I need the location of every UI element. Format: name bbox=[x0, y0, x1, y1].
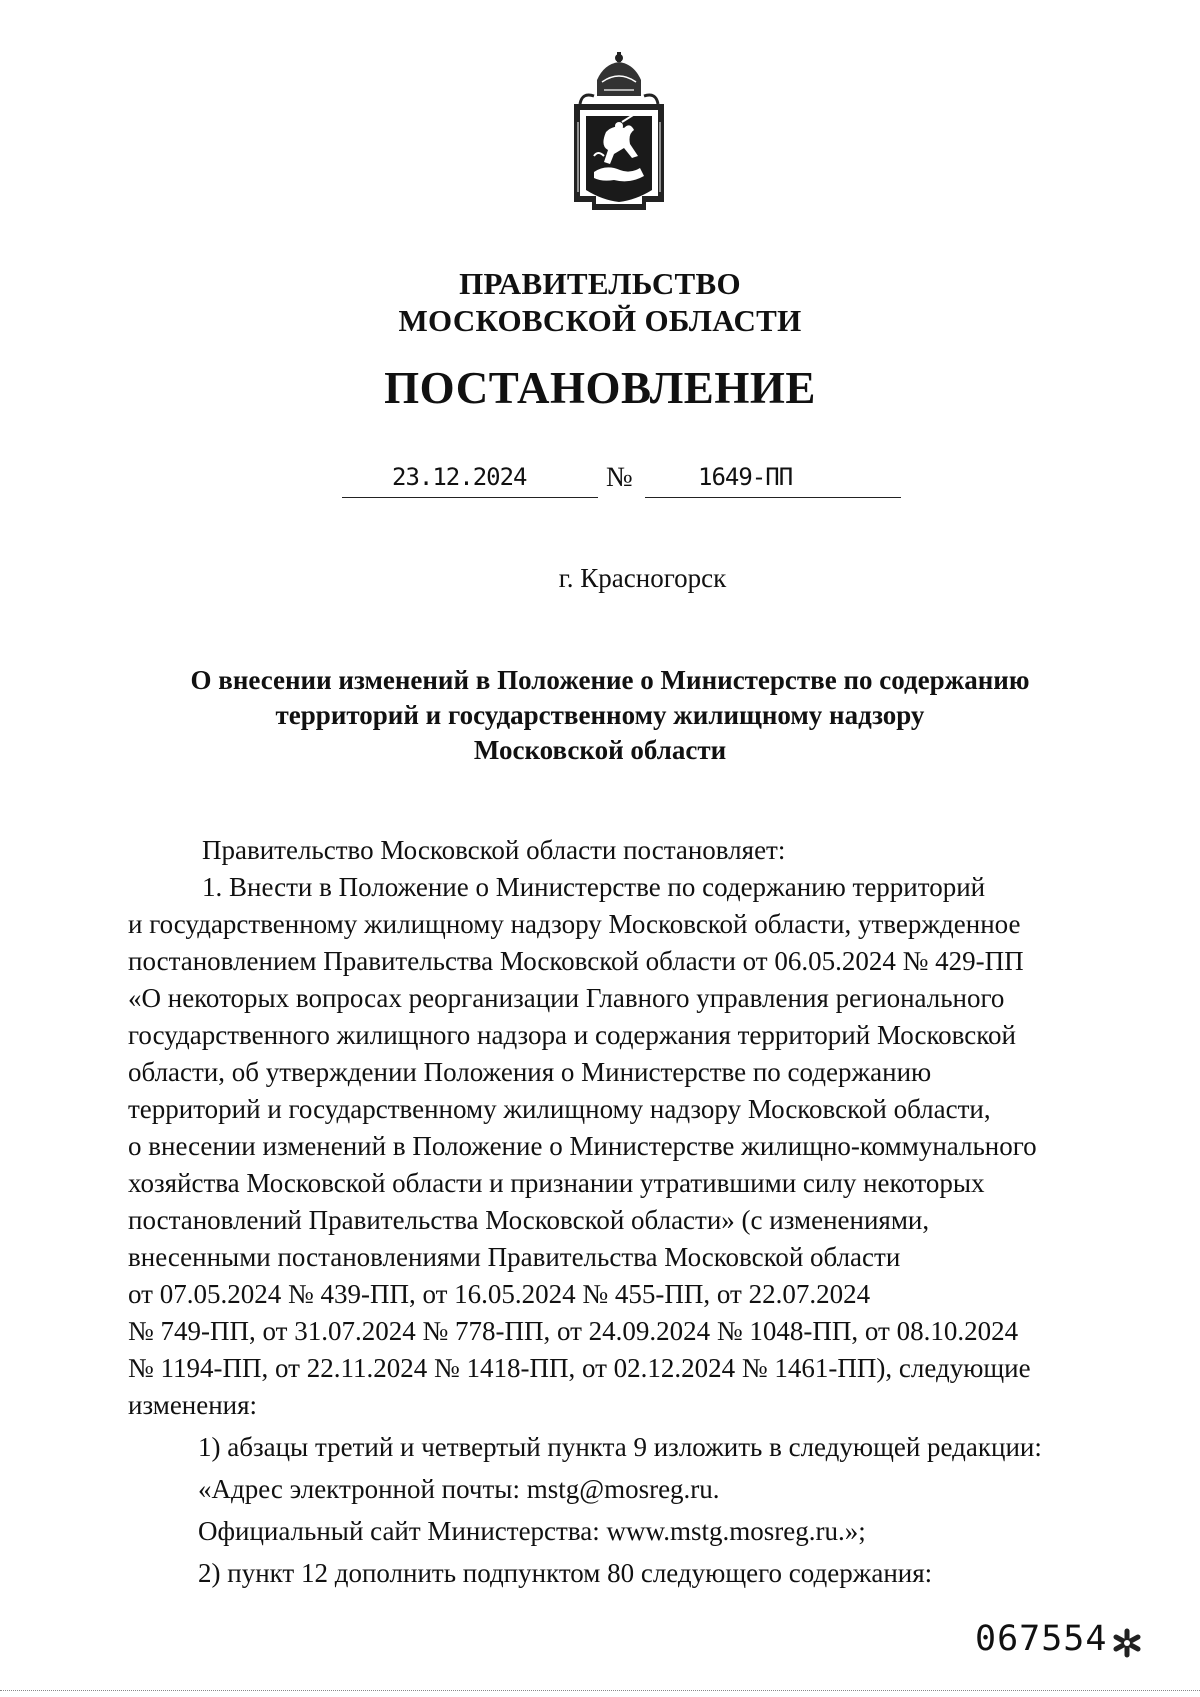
paragraph-line: № 749-ПП, от 31.07.2024 № 778-ПП, от 24.09.2024 № 1048-ПП, от 08.10.2024 bbox=[128, 1316, 1019, 1346]
document-title-line1: О внесении изменений в Положение о Министерстве по содержанию bbox=[190, 665, 1030, 695]
serial-number: 067554 bbox=[975, 1619, 1108, 1659]
document-type-heading: ПОСТАНОВЛЕНИЕ bbox=[384, 363, 816, 413]
intro-line: Правительство Московской области постановляет: bbox=[202, 835, 786, 865]
paragraph-line-last: изменения: bbox=[128, 1390, 258, 1420]
paragraph-line: внесенными постановлениями Правительства Московской области bbox=[128, 1242, 901, 1272]
paragraph-line: о внесении изменений в Положение о Министерстве жилищно-коммунального bbox=[128, 1131, 1037, 1161]
document-title-line3: Московской области bbox=[473, 735, 727, 765]
paragraph-line: хозяйства Московской области и признании утратившими силу некоторых bbox=[128, 1168, 985, 1198]
asterisk-icon bbox=[1112, 1628, 1142, 1658]
organization-name-line1: ПРАВИТЕЛЬСТВО bbox=[459, 266, 741, 301]
paragraph-line: постановлений Правительства Московской области» (с изменениями, bbox=[128, 1205, 930, 1235]
document-title-line2: территорий и государственному жилищному надзору bbox=[275, 700, 925, 730]
amendment-item-1: 1) абзацы третий и четвертый пункта 9 изложить в следующей редакции: bbox=[198, 1432, 1042, 1462]
city-of-issue: г. Красногорск bbox=[558, 563, 727, 593]
paragraph-line: государственного жилищного надзора и содержания территорий Московской bbox=[128, 1020, 1016, 1050]
scan-edge-line bbox=[0, 1690, 1200, 1691]
coat-of-arms-emblem bbox=[564, 52, 674, 214]
paragraph-line: области, об утверждении Положения о Министерстве по содержанию bbox=[128, 1057, 932, 1087]
quoted-email-line: «Адрес электронной почты: mstg@mosreg.ru. bbox=[198, 1474, 720, 1504]
paragraph-line: № 1194-ПП, от 22.11.2024 № 1418-ПП, от 02.12.2024 № 1461-ПП), следующие bbox=[128, 1353, 1031, 1383]
paragraph-line: постановлением Правительства Московской области от 06.05.2024 № 429-ПП bbox=[128, 946, 1024, 976]
paragraph-line: 1. Внести в Положение о Министерстве по содержанию территорий bbox=[202, 872, 986, 902]
organization-name-line2: МОСКОВСКОЙ ОБЛАСТИ bbox=[398, 303, 802, 338]
quoted-website-line: Официальный сайт Министерства: www.mstg.mosreg.ru.»; bbox=[198, 1516, 866, 1546]
registration-date: 23.12.2024 bbox=[392, 463, 527, 491]
paragraph-line: «О некоторых вопросах реорганизации Главного управления регионального bbox=[128, 983, 1005, 1013]
amendment-item-2: 2) пункт 12 дополнить подпунктом 80 следующего содержания: bbox=[198, 1558, 933, 1588]
number-underline bbox=[645, 497, 901, 498]
paragraph-line: и государственному жилищному надзору Московской области, утвержденное bbox=[128, 909, 1021, 939]
registration-number: 1649-ПП bbox=[698, 463, 793, 491]
date-underline bbox=[342, 497, 598, 498]
number-sign: № bbox=[606, 462, 633, 493]
paragraph-line: территорий и государственному жилищному надзору Московской области, bbox=[128, 1094, 991, 1124]
paragraph-line: от 07.05.2024 № 439-ПП, от 16.05.2024 № 455-ПП, от 22.07.2024 bbox=[128, 1279, 871, 1309]
